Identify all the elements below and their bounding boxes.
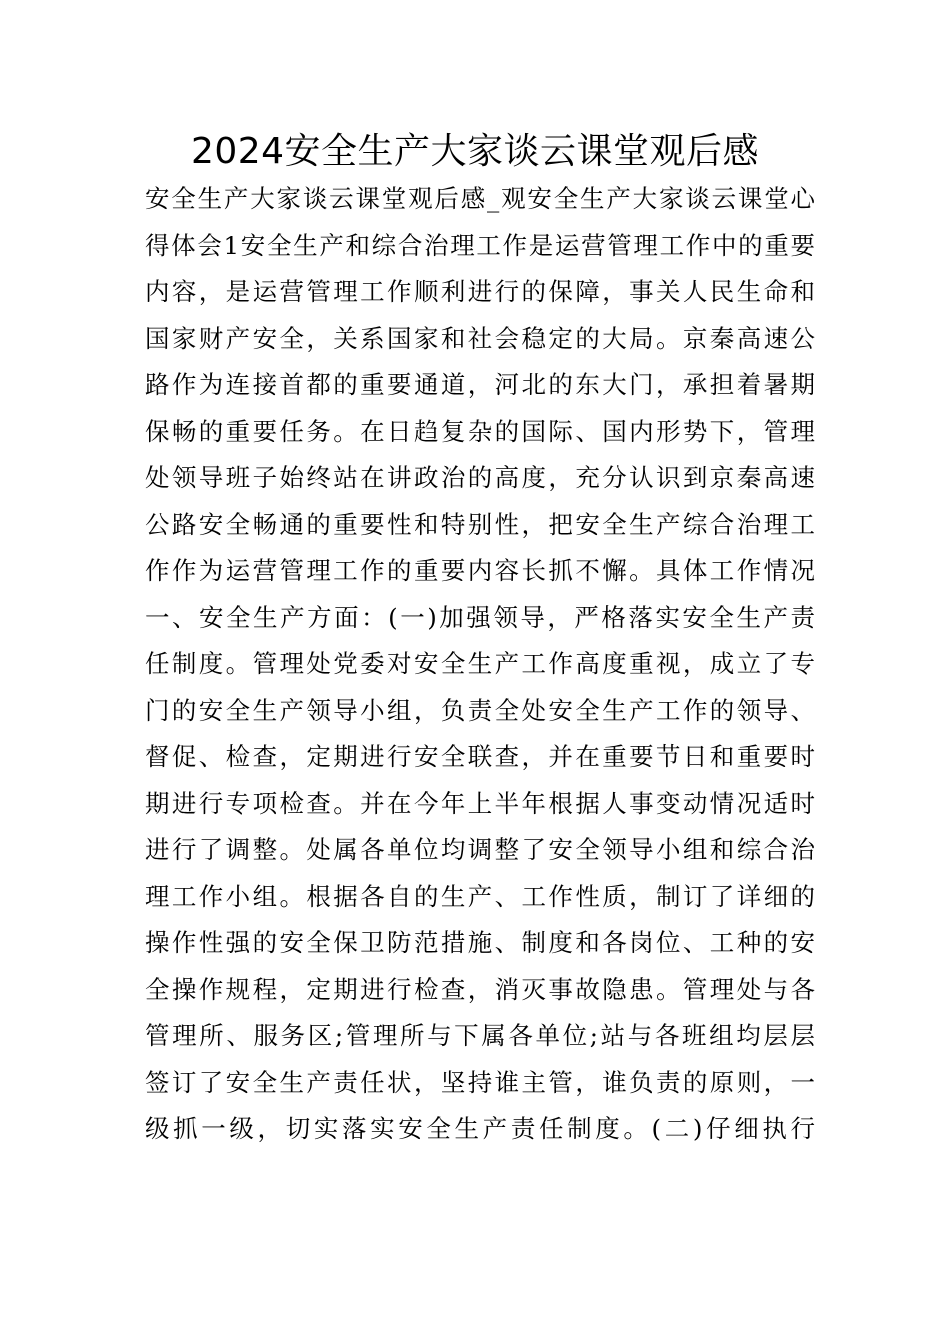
body-line: 安全生产大家谈云课堂观后感_观安全生产大家谈云课堂心 xyxy=(145,184,815,213)
body-line: 保畅的重要任务。在日趋复杂的国际、国内形势下，管理 xyxy=(145,416,815,446)
body-line: 理工作小组。根据各自的生产、工作性质，制订了详细的 xyxy=(145,881,815,911)
body-line: 签订了安全生产责任状，坚持谁主管，谁负责的原则，一 xyxy=(145,1067,815,1097)
body-line: 门的安全生产领导小组，负责全处安全生产工作的领导、 xyxy=(145,695,815,725)
body-line: 公路安全畅通的重要性和特别性，把安全生产综合治理工 xyxy=(145,509,815,539)
document-body xyxy=(145,176,815,1153)
body-line: 全操作规程，定期进行检查，消灭事故隐患。管理处与各 xyxy=(145,974,815,1004)
body-line: 任制度。管理处党委对安全生产工作高度重视，成立了专 xyxy=(145,649,815,678)
body-line: 内容，是运营管理工作顺利进行的保障，事关人民生命和 xyxy=(145,277,815,306)
body-line: 操作性强的安全保卫防范措施、制度和各岗位、工种的安 xyxy=(145,928,815,957)
body-line: 一、安全生产方面：(一)加强领导，严格落实安全生产责 xyxy=(145,602,815,632)
body-line: 路作为连接首都的重要通道，河北的东大门，承担着暑期 xyxy=(145,370,815,399)
body-line: 处领导班子始终站在讲政治的高度，充分认识到京秦高速 xyxy=(145,463,815,492)
body-line: 作作为运营管理工作的重要内容长抓不懈。具体工作情况 xyxy=(145,556,815,585)
body-line: 级抓一级，切实落实安全生产责任制度。(二)仔细执行 xyxy=(145,1114,815,1143)
body-line: 管理所、服务区;管理所与下属各单位;站与各班组均层层 xyxy=(145,1021,815,1050)
body-line: 督促、检查，定期进行安全联查，并在重要节日和重要时 xyxy=(145,742,815,771)
body-line: 期进行专项检查。并在今年上半年根据人事变动情况适时 xyxy=(145,788,815,818)
document-title: 2024安全生产大家谈云课堂观后感 xyxy=(190,131,760,172)
body-line: 国家财产安全，关系国家和社会稳定的大局。京秦高速公 xyxy=(145,323,815,353)
body-line: 进行了调整。处属各单位均调整了安全领导小组和综合治 xyxy=(145,835,815,864)
body-line: 得体会1安全生产和综合治理工作是运营管理工作中的重要 xyxy=(145,230,815,260)
